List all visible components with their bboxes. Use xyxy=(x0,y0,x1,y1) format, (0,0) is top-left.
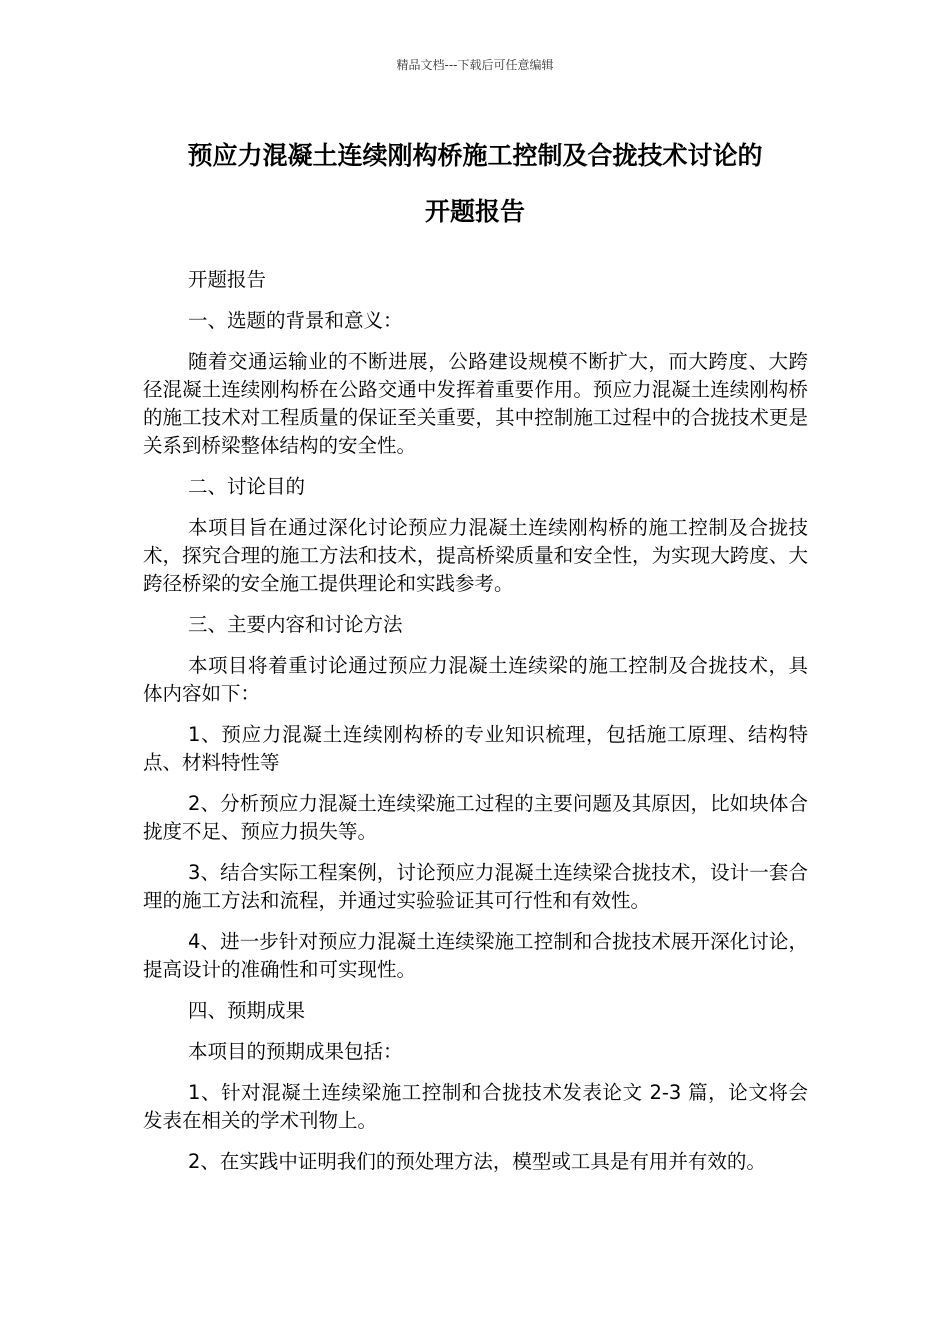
document-body xyxy=(143,266,808,1189)
paragraph-content-intro: 本项目将着重讨论通过预应力混凝土连续梁的施工控制及合拢技术，具体内容如下： xyxy=(143,654,808,705)
section-heading-results: 四、预期成果 xyxy=(188,999,306,1022)
list-item-content-3: 3、结合实际工程案例，讨论预应力混凝土连续梁合拢技术，设计一套合理的施工方法和流程，并通过实验验证其可行性和有效性。 xyxy=(143,861,808,912)
list-item-content-2: 2、分析预应力混凝土连续梁施工过程的主要问题及其原因，比如块体合拢度不足、预应力损失等。 xyxy=(143,792,808,843)
list-item-content-4: 4、进一步针对预应力混凝土连续梁施工控制和合拢技术展开深化讨论，提高设计的准确性和可实现性。 xyxy=(143,930,808,981)
document-title xyxy=(120,128,830,240)
paragraph-report-label: 开题报告 xyxy=(188,268,267,291)
paragraph-results-intro: 本项目的预期成果包括： xyxy=(188,1040,403,1063)
paragraph-purpose: 本项目旨在通过深化讨论预应力混凝土连续刚构桥的施工控制及合拢技术，探究合理的施工方法和技术，提高桥梁质量和安全性，为实现大跨度、大跨径桥梁的安全施工提供理论和实践参考。 xyxy=(143,516,808,595)
list-item-results-1: 1、针对混凝土连续梁施工控制和合拢技术发表论文 2-3 篇，论文将会发表在相关的学术刊物上。 xyxy=(143,1081,808,1132)
paragraph-background: 随着交通运输业的不断进展，公路建设规模不断扩大，而大跨度、大跨径混凝土连续刚构桥在公路交通中发挥着重要作用。预应力混凝土连续刚构桥的施工技术对工程质量的保证至关重要，其中控制施工过程中的合拢技术更是关系到桥梁整体结构的安全性。 xyxy=(143,350,808,457)
section-heading-content: 三、主要内容和讨论方法 xyxy=(188,613,403,636)
title-line-1: 预应力混凝土连续刚构桥施工控制及合拢技术讨论的 xyxy=(187,141,763,170)
list-item-results-2: 2、在实践中证明我们的预处理方法，模型或工具是有用并有效的。 xyxy=(188,1150,766,1173)
list-item-content-1: 1、预应力混凝土连续刚构桥的专业知识梳理，包括施工原理、结构特点、材料特性等 xyxy=(143,723,808,774)
section-heading-purpose: 二、讨论目的 xyxy=(188,475,306,498)
title-line-2: 开题报告 xyxy=(424,197,525,226)
section-heading-background: 一、选题的背景和意义： xyxy=(188,309,403,332)
page-header: 精品文档---下载后可任意编辑 xyxy=(396,58,554,72)
